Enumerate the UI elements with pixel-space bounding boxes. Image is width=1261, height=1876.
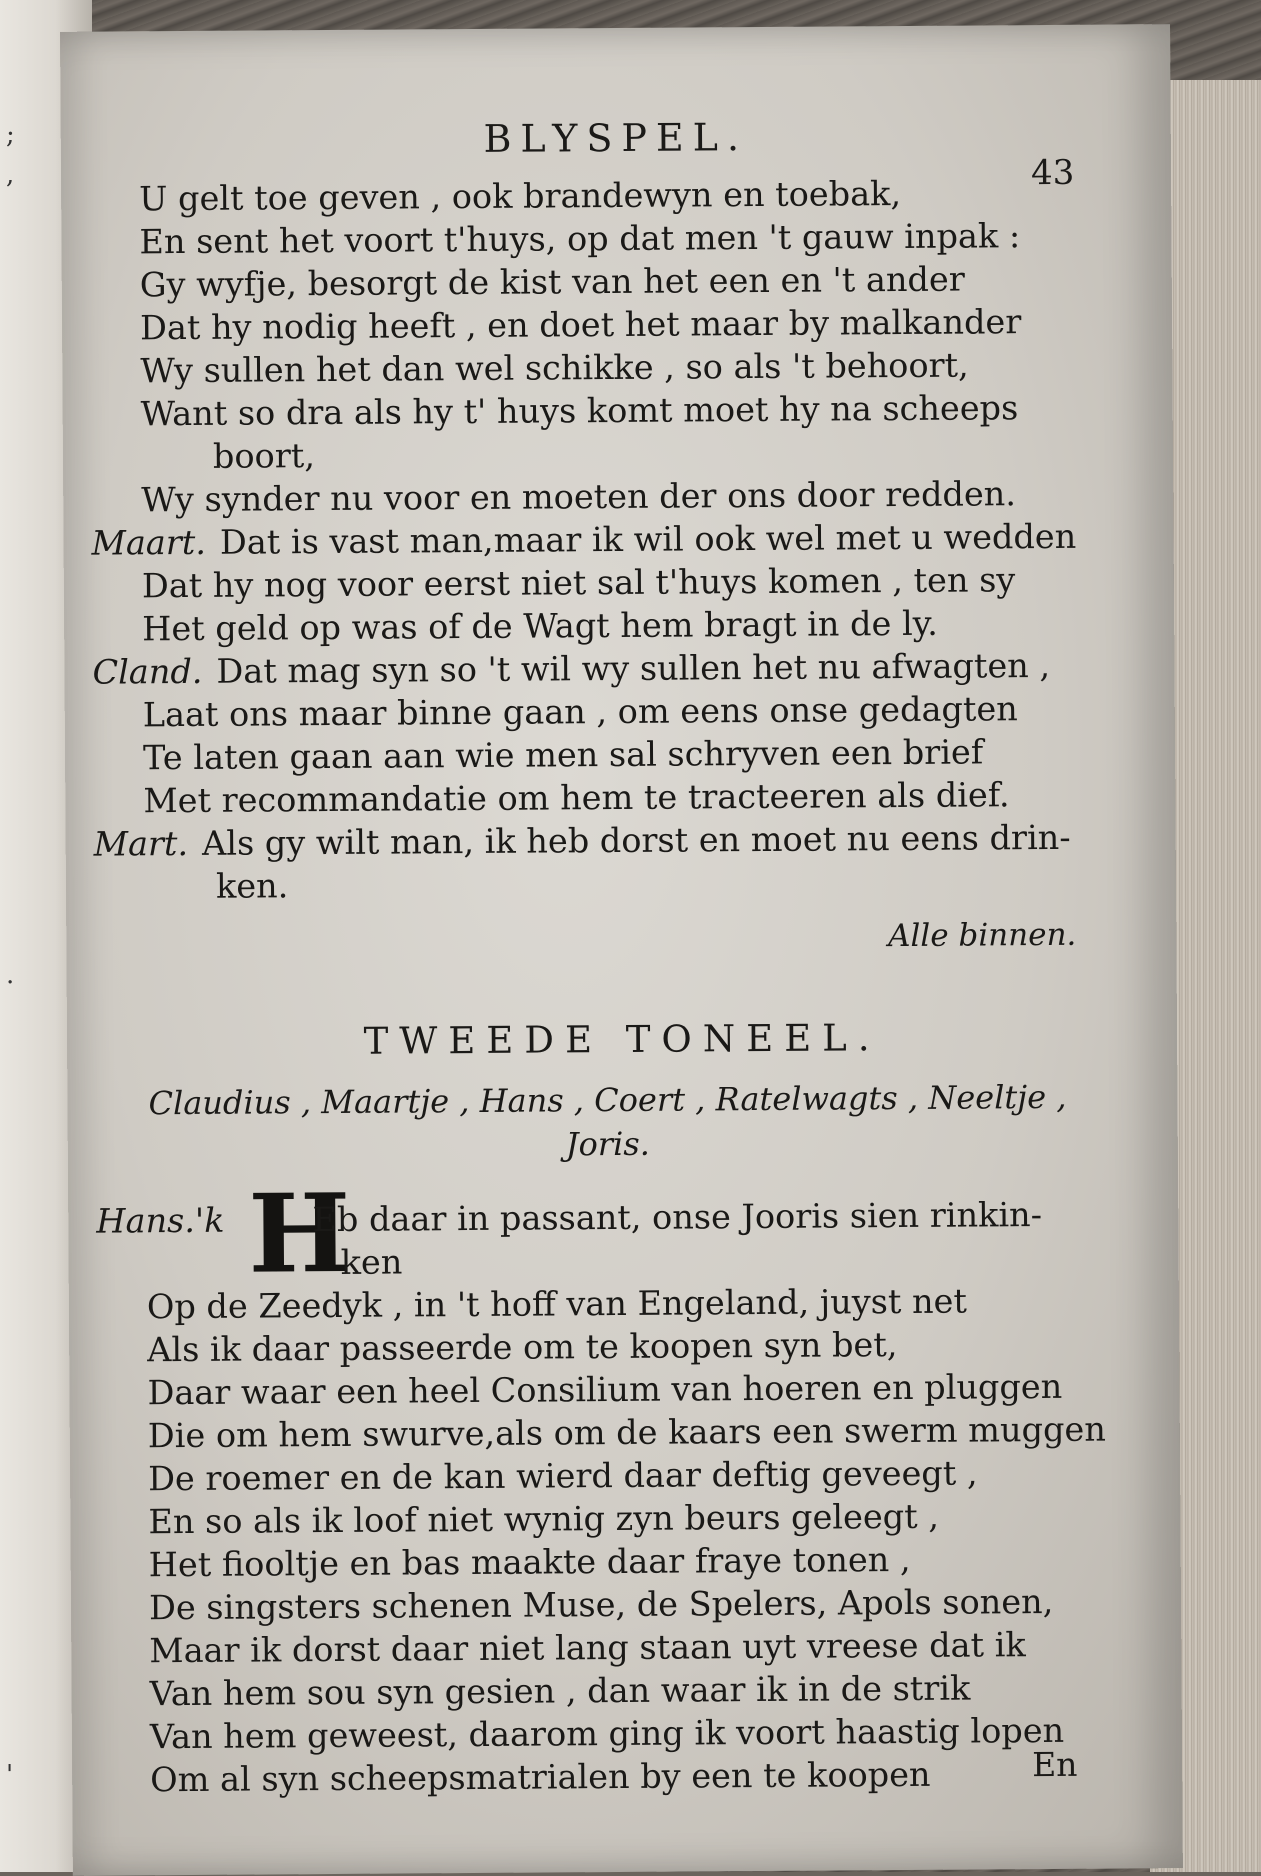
text-line bbox=[141, 388, 1019, 434]
line-text: boort, bbox=[212, 436, 316, 476]
cast-line: Claudius , Maartje , Hans , Coert , Ratelwagts , Neeltje , bbox=[148, 1077, 1067, 1123]
text-line bbox=[147, 1325, 897, 1370]
text-line bbox=[91, 517, 1076, 564]
text-line bbox=[142, 560, 1016, 606]
text-line bbox=[94, 818, 1071, 865]
running-head: BLYSPEL. bbox=[483, 115, 749, 161]
line-text: Want so dra als hy t' huys komt moet hy na scheeps bbox=[140, 388, 1019, 434]
left-page-mark: ' bbox=[6, 1760, 14, 1790]
line-text: Als ik daar passeerde om te koopen syn bet, bbox=[147, 1325, 898, 1370]
text-line bbox=[216, 866, 289, 907]
drop-cap: H bbox=[247, 1170, 351, 1298]
text-line bbox=[139, 216, 1020, 262]
text-line bbox=[140, 302, 1021, 348]
line-text: Om al syn scheepsmatrialen by een te koopen bbox=[150, 1754, 931, 1800]
line-text: ken. bbox=[215, 866, 289, 906]
speaker-name: Cland. bbox=[92, 651, 203, 692]
left-page-mark: ; bbox=[6, 120, 15, 150]
line-text: Gy wyfje, besorgt de kist van het een en 't ander bbox=[139, 259, 965, 305]
line-text: Eb daar in passant, onse Jooris sien rinkin- bbox=[312, 1195, 1043, 1240]
cast-list bbox=[107, 1075, 1108, 1170]
line-text: Op de Zeedyk , in 't hoff van Engeland, juyst net bbox=[146, 1281, 967, 1327]
line-text: Daar waar een heel Consilium van hoeren en pluggen bbox=[147, 1366, 1063, 1413]
speaker-name: Mart. bbox=[93, 824, 189, 864]
text-line bbox=[150, 1755, 931, 1800]
text-line bbox=[340, 1243, 402, 1283]
text-line bbox=[147, 1367, 1062, 1413]
text-line bbox=[139, 174, 901, 219]
text-line bbox=[150, 1711, 1065, 1757]
text-line bbox=[96, 1195, 1042, 1242]
text-line bbox=[143, 775, 1010, 821]
text-line bbox=[140, 260, 965, 306]
text-line bbox=[148, 1497, 939, 1543]
speaker-name: Hans.'k bbox=[96, 1200, 225, 1241]
line-text: Van hem geweest, daarom ging ik voort haastig lopen bbox=[149, 1710, 1065, 1757]
line-text: Laat ons maar binne gaan , om eens onse gedagten bbox=[142, 689, 1018, 735]
text-line bbox=[141, 474, 1016, 520]
line-text: Wy sullen het dan wel schikke , so als 't behoort, bbox=[140, 345, 969, 391]
text-line bbox=[148, 1410, 1106, 1457]
scene-heading: TWEEDE TONEEL. bbox=[363, 1016, 881, 1063]
left-page-mark: . bbox=[6, 960, 15, 990]
text-line bbox=[92, 646, 1050, 693]
line-text: Wy synder nu voor en moeten der ons door redden. bbox=[141, 474, 1017, 520]
book-page bbox=[60, 24, 1183, 1876]
line-text: En sent het voort t'huys, op dat men 't gauw inpak : bbox=[139, 216, 1021, 262]
catchword: En bbox=[1031, 1744, 1078, 1785]
text-line bbox=[213, 436, 315, 477]
text-line bbox=[149, 1540, 911, 1585]
line-text: Het geld op was of de Wagt hem bragt in de ly. bbox=[142, 603, 938, 649]
line-text: De roemer en de kan wierd daar deftig geveegt , bbox=[147, 1453, 978, 1499]
cast-line: Joris. bbox=[565, 1124, 651, 1164]
page-number: 43 bbox=[1030, 152, 1075, 194]
text-line bbox=[143, 732, 983, 778]
line-text: Te laten gaan aan wie men sal schryven een brief bbox=[142, 732, 984, 778]
line-text: Met recommandatie om hem te tracteeren als dief. bbox=[143, 775, 1010, 821]
text-line bbox=[140, 346, 969, 392]
line-text: De singsters schenen Muse, de Spelers, Apols sonen, bbox=[148, 1581, 1054, 1628]
text-line bbox=[149, 1582, 1054, 1628]
line-text: Dat mag syn so 't wil wy sullen het nu afwagten , bbox=[216, 645, 1051, 691]
line-text: Dat hy nog voor eerst niet sal t'huys komen , ten sy bbox=[141, 560, 1016, 606]
line-text: ken bbox=[340, 1242, 403, 1282]
line-text: Die om hem swurve,als om de kaars een swerm muggen bbox=[147, 1409, 1106, 1456]
text-line bbox=[147, 1282, 967, 1328]
line-text: Als gy wilt man, ik heb dorst en moet nu eens drin- bbox=[201, 817, 1071, 863]
text-line bbox=[149, 1625, 1026, 1671]
text-line bbox=[143, 689, 1018, 735]
text-line bbox=[142, 604, 938, 650]
line-text: Dat is vast man,maar ik wil ook wel met u wedden bbox=[219, 516, 1077, 562]
line-text: Dat hy nodig heeft , en doet het maar by malkander bbox=[139, 302, 1022, 348]
line-text: Van hem sou syn gesien , dan waar ik in de strik bbox=[149, 1668, 971, 1714]
line-text: Het fiooltje en bas maakte daar fraye tonen , bbox=[148, 1539, 911, 1585]
speaker-name: Maart. bbox=[91, 522, 207, 563]
line-text: En so als ik loof niet wynig zyn beurs geleegt , bbox=[148, 1496, 940, 1542]
stage-direction: Alle binnen. bbox=[887, 916, 1077, 955]
left-page-mark: , bbox=[6, 160, 15, 190]
line-text: Maar ik dorst daar niet lang staan uyt vreese dat ik bbox=[149, 1625, 1026, 1671]
line-text: U gelt toe geven , ook brandewyn en toebak, bbox=[139, 174, 902, 219]
text-line bbox=[149, 1669, 970, 1715]
text-line bbox=[148, 1454, 978, 1500]
